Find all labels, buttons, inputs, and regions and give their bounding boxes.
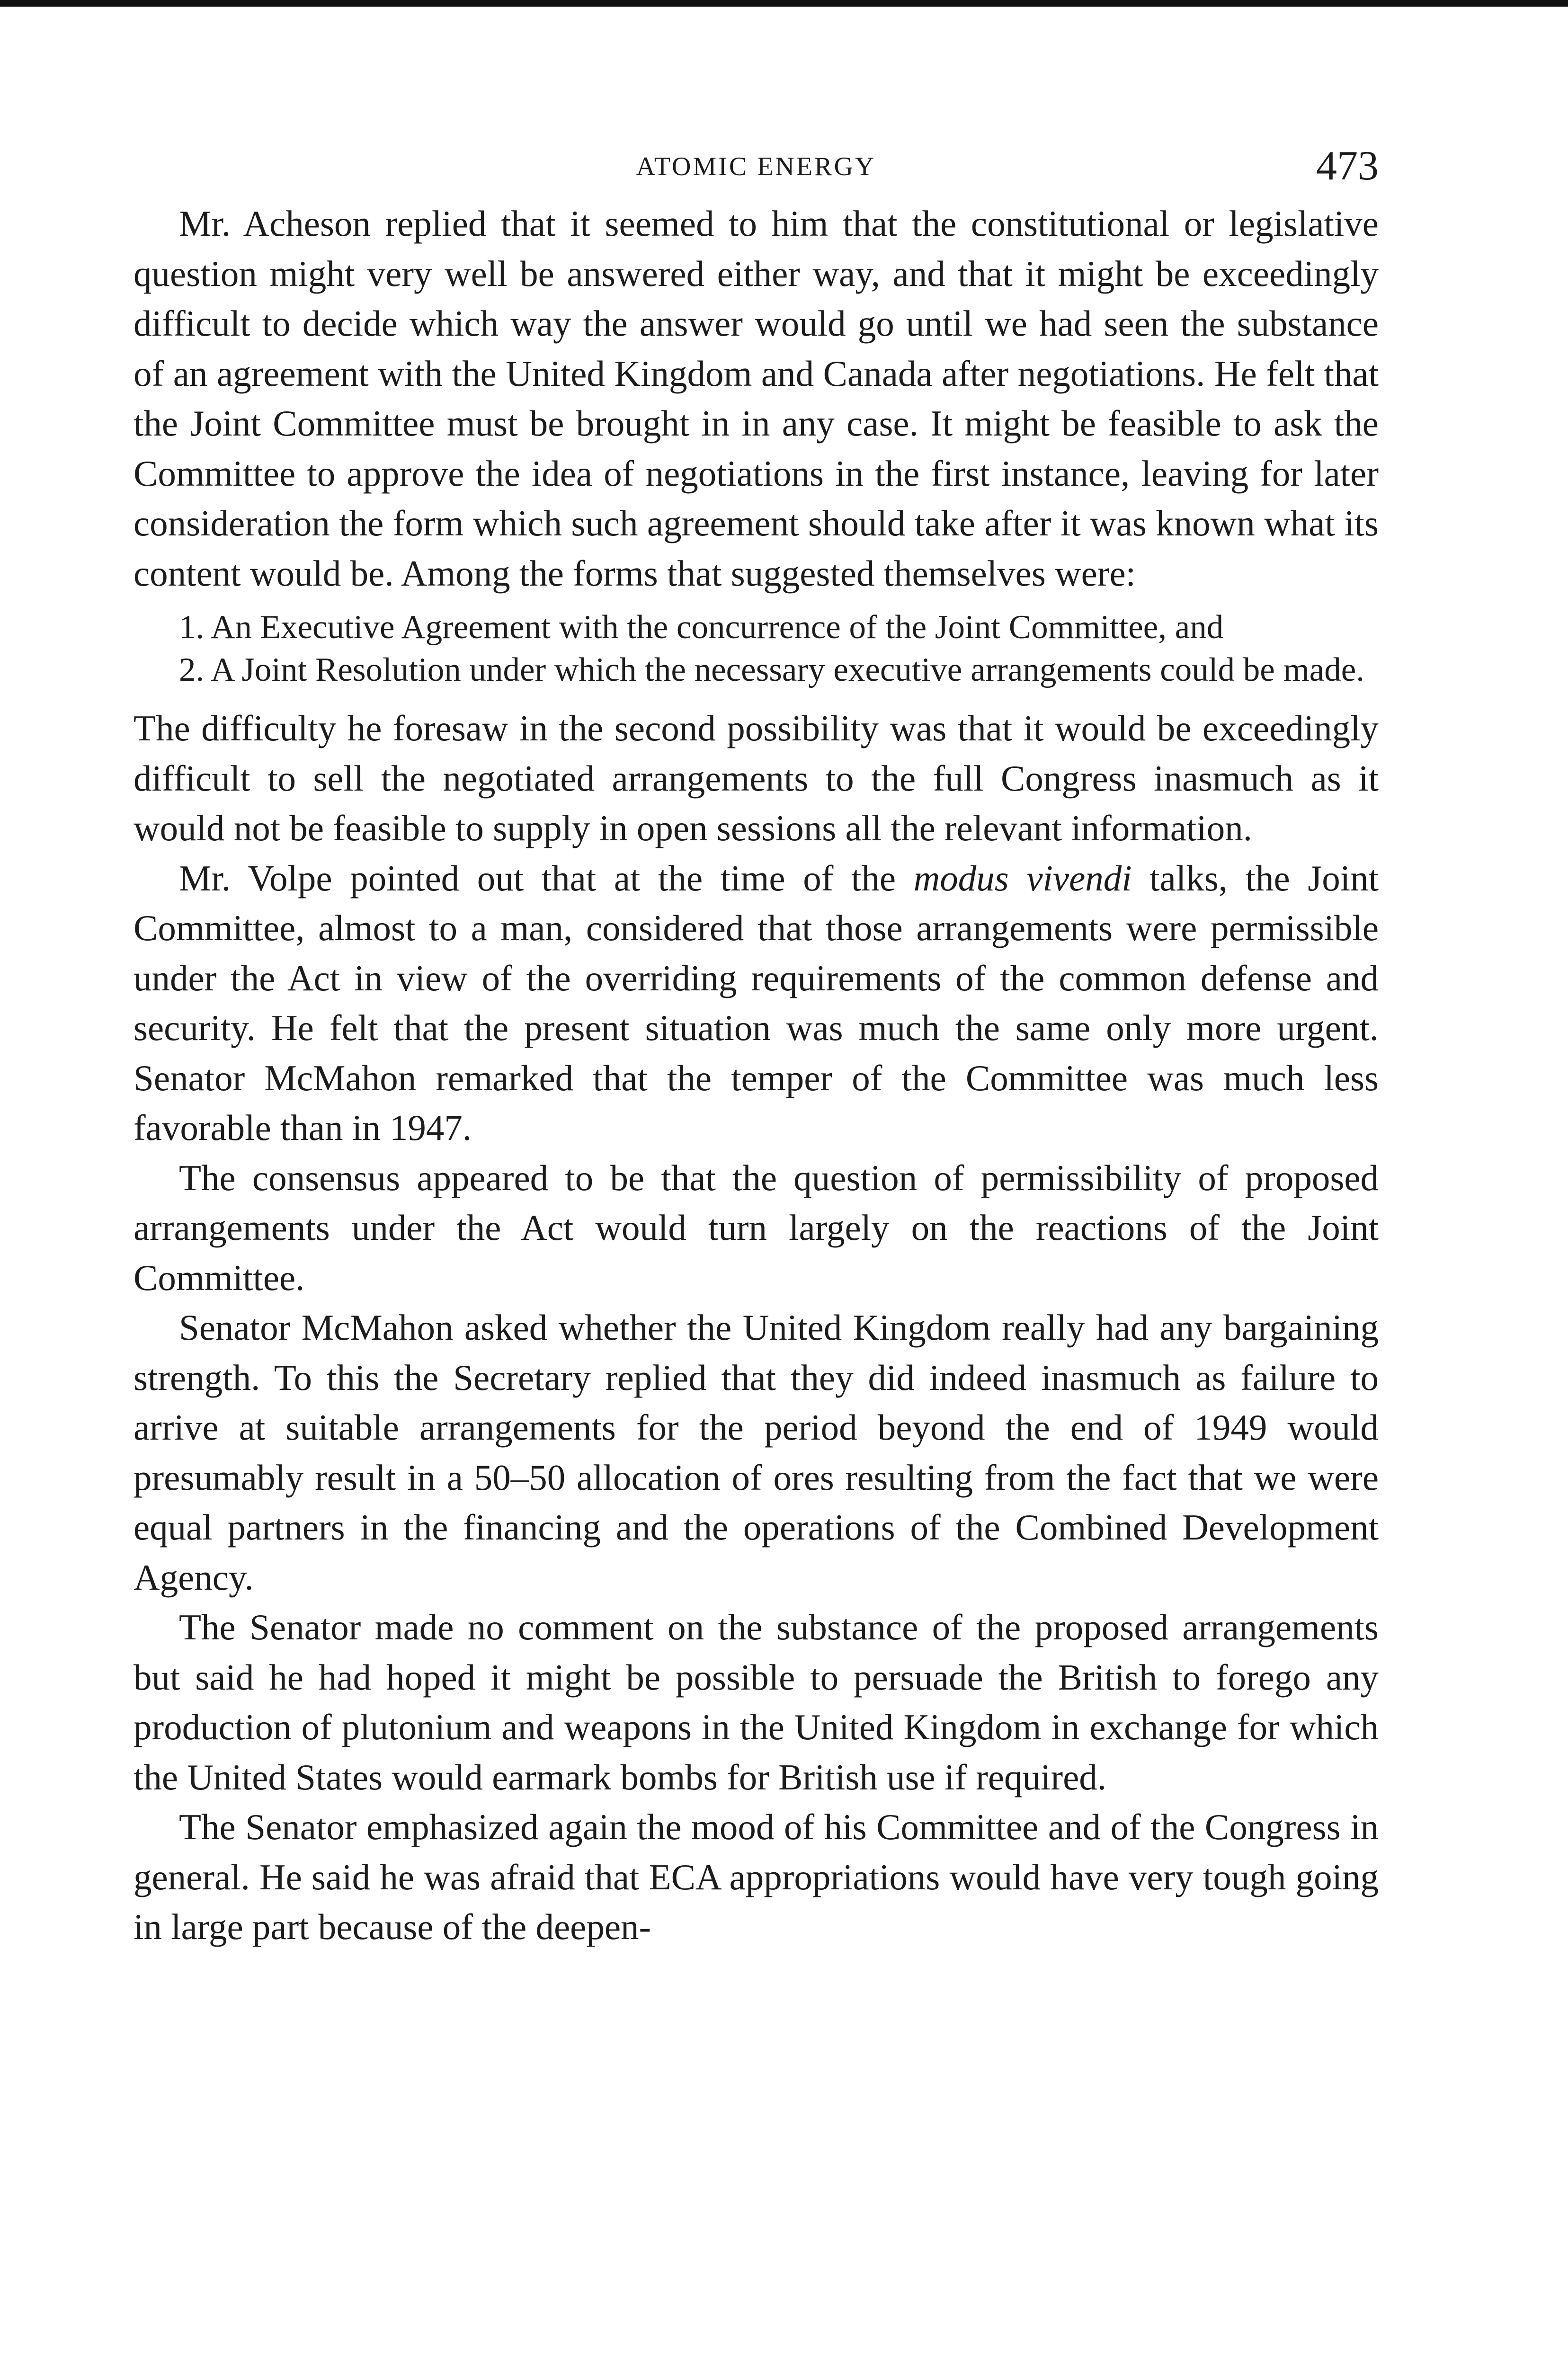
paragraph-volpe (134, 854, 1379, 1153)
body-text (134, 199, 1379, 1952)
volpe-text-start: Mr. Volpe pointed out that at the time of the (179, 857, 914, 899)
list-item-executive-agreement: 1. An Executive Agreement with the concurrence of the Joint Committee, and (179, 609, 1224, 646)
forms-list (134, 606, 1379, 691)
running-head (134, 142, 1379, 199)
document-page (134, 142, 1379, 1952)
paragraph-consensus: The consensus appeared to be that the question of permissibility of proposed arrangements under the Act would turn largely on the reactions of the Joint Committee. (134, 1157, 1379, 1298)
page-number: 473 (1316, 143, 1379, 189)
volpe-text-end: talks, the Joint Committee, almost to a man, considered that those arrangements were permissible under the Act in view of the overriding requirements of the common defense and security. He felt that the present situation was much the same only more urgent. Senator McMahon remarked that the temper of the Committee was much less favorable than in 1947. (134, 857, 1379, 1148)
list-item-joint-resolution: 2. A Joint Resolution under which the necessary executive arrangements could be made. (179, 651, 1364, 688)
paragraph-committee-mood: The Senator emphasized again the mood of his Committee and of the Congress in general. He said he was afraid that ECA appropriations would have very tough going in large part because of the deepen- (134, 1806, 1379, 1947)
running-title: ATOMIC ENERGY (636, 152, 876, 181)
top-border-rule (0, 0, 1568, 7)
paragraph-bargaining-strength: Senator McMahon asked whether the United Kingdom really had any bargaining strength. To this the Secretary replied that they did indeed inasmuch as failure to arrive at suitable arrangements for the period beyond the end of 1949 would presumably result in a 50–50 allocation of ores resulting from the fact that we were equal partners in the financing and the operations of the Combined Development Agency. (134, 1307, 1379, 1598)
modus-vivendi-italic: modus vivendi (913, 857, 1132, 899)
paragraph-acheson-reply: Mr. Acheson replied that it seemed to him that the constitutional or legislative question might very well be answered either way, and that it might be exceedingly difficult to decide which way the answer would go until we had seen the substance of an agreement with the United Kingdom and Canada after negotiations. He felt that the Joint Committee must be brought in in any case. It might be feasible to ask the Committee to approve the idea of negotiations in the first instance, leaving for later consideration the form which such agreement should take after it was known what its content would be. Among the forms that suggested themselves were: (134, 203, 1379, 594)
paragraph-senator-no-comment: The Senator made no comment on the substance of the proposed arrangements but said he had hoped it might be possible to persuade the British to forego any production of plutonium and weapons in the United Kingdom in exchange for which the United States would earmark bombs for British use if required. (134, 1607, 1379, 1797)
paragraph-difficulty: The difficulty he foresaw in the second possibility was that it would be exceedingly difficult to sell the negotiated arrangements to the full Congress inasmuch as it would not be feasible to supply in open sessions all the relevant information. (134, 708, 1379, 848)
